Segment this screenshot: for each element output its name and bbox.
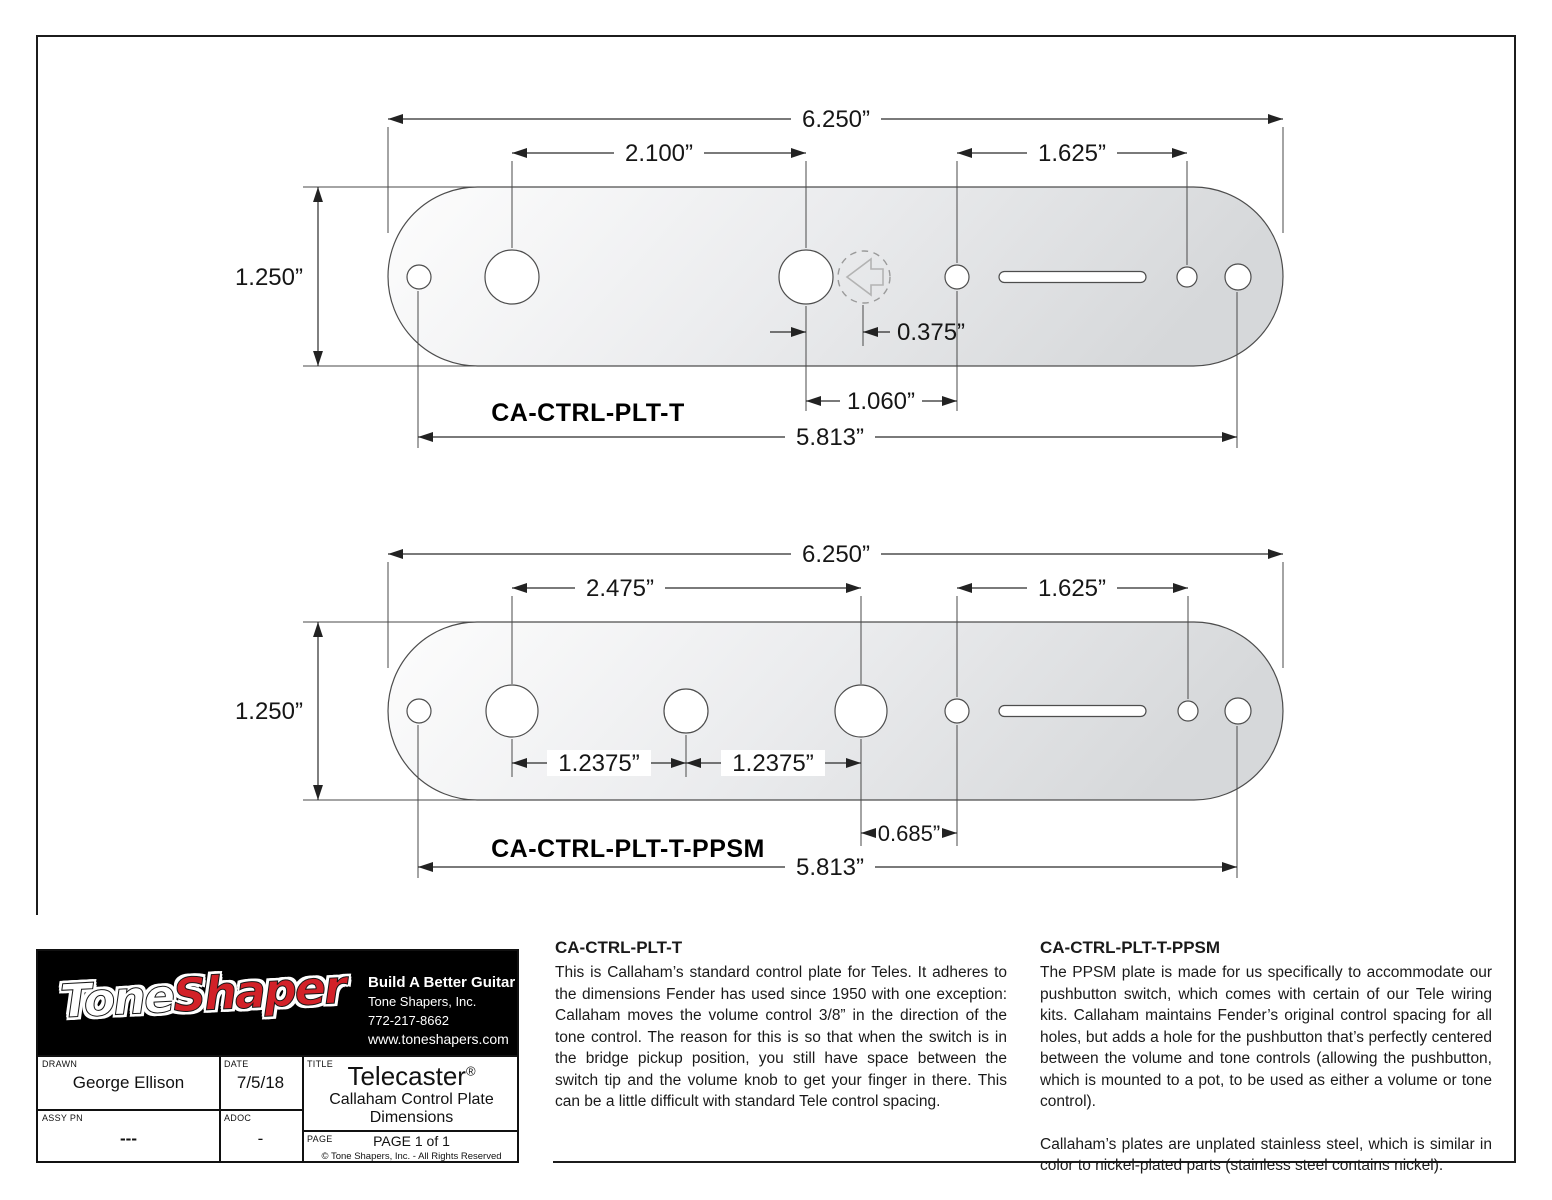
logo-shaper: Shaper <box>171 959 346 1023</box>
date-label: DATE <box>224 1059 249 1069</box>
mounting-hole-left <box>407 699 431 723</box>
drawing-title-sub2: Dimensions <box>369 1109 454 1126</box>
drawing-title-main <box>302 1061 521 1092</box>
diagram-ppsm-plate <box>235 541 1283 881</box>
switch-slot <box>999 272 1146 283</box>
tb-grid-line <box>38 1109 302 1111</box>
dim-tone-to-pivot: 0.685” <box>877 821 941 846</box>
dim-switch-section: 1.625” <box>1037 140 1107 167</box>
dim-total-width: 6.250” <box>801 106 871 133</box>
dim-total-width: 6.250” <box>801 541 871 568</box>
tb-grid-line <box>302 1130 517 1132</box>
phone-number: 772-217-8662 <box>368 1013 449 1028</box>
switch-pivot-hole <box>945 699 969 723</box>
diagram-standard-plate <box>235 106 1283 451</box>
dim-plate-height: 1.250” <box>234 264 303 291</box>
volume-pot-hole <box>486 685 538 737</box>
tone-pot-hole <box>835 685 887 737</box>
logo-banner <box>38 951 517 1055</box>
notes-ppsm-para2: Callaham’s plates are unplated stainless steel, which is similar in color to nickel-plated parts (stainless steel contains nickel). <box>1040 1135 1492 1174</box>
title-label: TITLE <box>307 1059 334 1069</box>
tagline: Build A Better Guitar <box>368 974 516 991</box>
dim-mount-span: 5.813” <box>795 424 865 451</box>
notes-ppsm-heading: CA-CTRL-PLT-T-PPSM <box>1040 938 1221 957</box>
adoc-label: ADOC <box>224 1113 252 1123</box>
switch-screw-hole <box>1178 701 1198 721</box>
part-number-standard: CA-CTRL-PLT-T <box>491 399 685 427</box>
switch-slot <box>999 706 1146 717</box>
part-number-ppsm: CA-CTRL-PLT-T-PPSM <box>491 835 765 863</box>
notes-ppsm-para1: The PPSM plate is made for us specifically to accommodate our pushbutton switch, which comes with certain of our Tele wiring kits. Callaham maintains Fender’s original control spacing for all holes, but adds a hole for the pushbutton that’s perfectly centered between the volume and tone controls (allowing the pushbutton, which is mounted to a pot, to be used as either a volume or tone control). <box>1040 964 1492 1110</box>
moved-control-hole <box>779 250 833 304</box>
notes-standard-body: This is Callaham’s standard control plate for Teles. It adheres to the dimensions Fender has used since 1950 with one exception: Callaham moves the volume control 3/8” in the direction of the tone control. The reason for this is so that when the switch is in the bridge pickup position, you still have space between the switch tip and the volume knob to get your finger in there. This can be a little difficult with standard Tele control spacing. <box>555 964 1007 1110</box>
date-value: 7/5/18 <box>236 1073 285 1092</box>
pushbutton-hole <box>664 689 708 733</box>
dim-mid-to-pivot: 1.060” <box>846 388 916 415</box>
page-number: PAGE 1 of 1 <box>373 1133 450 1149</box>
mounting-hole-right <box>1225 264 1251 290</box>
dim-mount-span: 5.813” <box>795 854 865 881</box>
tb-grid-line <box>38 1055 517 1057</box>
notes-standard-plate <box>555 938 1007 1113</box>
dim-switch-section: 1.625” <box>1037 575 1107 602</box>
drawn-value: George Ellison <box>72 1073 185 1092</box>
dim-volume-to-mid: 2.100” <box>624 140 694 167</box>
drawing-title-sub1: Callaham Control Plate <box>329 1091 494 1108</box>
registered-mark: ® <box>465 1063 476 1079</box>
title-block <box>36 949 519 1163</box>
adoc-value: - <box>257 1129 264 1148</box>
company-name: Tone Shapers, Inc. <box>368 994 477 1009</box>
notes-ppsm-plate <box>1040 938 1492 1177</box>
dim-volume-to-push: 1.2375” <box>558 750 640 777</box>
mounting-hole-right <box>1225 698 1251 724</box>
volume-pot-hole <box>485 250 539 304</box>
drawn-label: DRAWN <box>42 1059 78 1069</box>
assy-pn-label: ASSY PN <box>42 1113 83 1123</box>
company-info <box>368 973 515 1049</box>
mounting-hole-left <box>407 265 431 289</box>
dim-volume-to-tone: 2.475” <box>585 575 655 602</box>
website-url: www.toneshapers.com <box>368 1031 509 1047</box>
page-label: PAGE <box>307 1134 333 1144</box>
title-telecaster: Telecaster <box>347 1061 466 1091</box>
switch-pivot-hole <box>945 265 969 289</box>
dim-push-to-tone: 1.2375” <box>732 750 814 777</box>
notes-standard-heading: CA-CTRL-PLT-T <box>555 938 683 957</box>
logo-tone: Tone <box>58 968 175 1029</box>
assy-pn-value: --- <box>120 1129 137 1148</box>
toneshaper-logo <box>59 960 346 1029</box>
switch-screw-hole <box>1177 267 1197 287</box>
dim-volume-offset: 0.375” <box>897 319 966 346</box>
dim-plate-height: 1.250” <box>234 698 303 725</box>
copyright-notice: © Tone Shapers, Inc. - All Rights Reserved <box>321 1151 502 1162</box>
